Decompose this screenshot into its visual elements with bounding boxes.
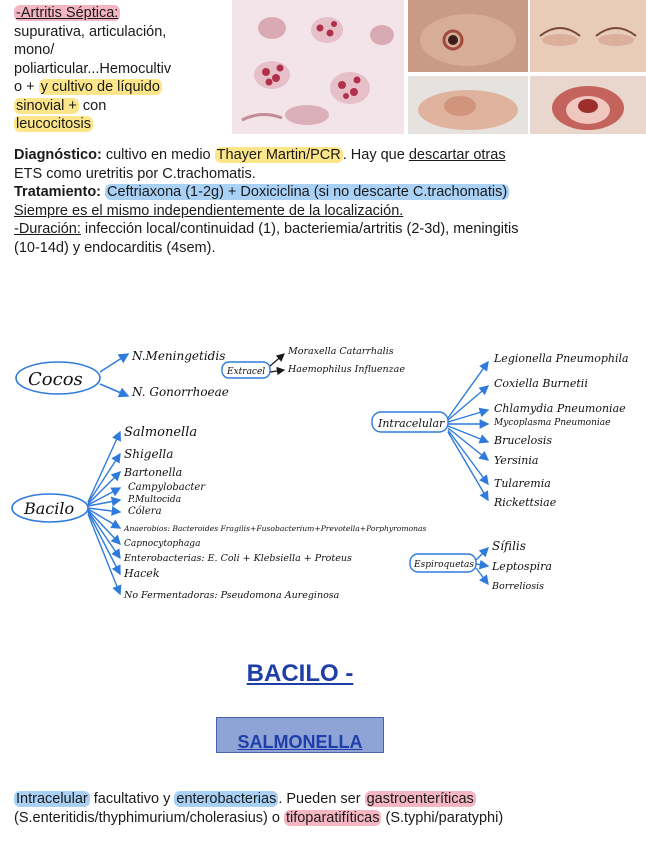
extracel-item: Haemophilus Influenzae: [288, 364, 405, 375]
septic-line: poliarticular...Hemocultiv: [14, 60, 172, 77]
intracel-item: Rickettsiae: [494, 496, 557, 509]
septic-title: -Artritis Séptica:: [16, 5, 119, 21]
salmonella-text: (S.enteritidis/thyphimurium/cholerasius) o: [14, 809, 280, 826]
diagnosis-text: ETS como uretritis por C.trachomatis.: [14, 165, 256, 182]
eye-image: [530, 0, 646, 72]
intracel-item: Legionella Pneumophila: [494, 352, 629, 365]
mouth-photo: [530, 76, 646, 134]
diagnosis-underlined: descartar otras: [408, 147, 506, 163]
septic-highlight: y cultivo de líquido: [40, 79, 160, 95]
septic-line: o +: [14, 79, 35, 95]
mouth-image: [530, 76, 646, 134]
septic-line: con: [82, 97, 107, 114]
intracel-item: Mycoplasma Pneumoniae: [494, 418, 611, 428]
intracel-item: Yersinia: [494, 454, 539, 467]
extracel-label: Extracel: [227, 367, 266, 377]
bacilo-item: Salmonella: [124, 425, 198, 440]
bacilo-item: Anaerobios: Bacteroides Fragilis+Fusobacterium+Prevotella+Porphyromonas: [124, 524, 427, 533]
espiro-item: Borreliosis: [492, 581, 544, 592]
bacteria-concept-map: [0, 332, 646, 612]
duration-label: -Duración:: [14, 221, 81, 237]
intracel-item: Chlamydia Pneumoniae: [494, 402, 626, 415]
treatment-label: Tratamiento:: [14, 184, 102, 200]
salmonella-highlight: gastroenteríticas: [366, 791, 474, 807]
duration-text: infección local/continuidad (1), bacteriemia/artritis (2-3d), meningitis: [84, 221, 519, 237]
bacilo-item: Campylobacter: [128, 482, 206, 493]
diagnosis-paragraph: [14, 146, 639, 257]
treatment-highlight: Ceftriaxona (1-2g) + Doxiciclina (si no descarte C.trachomatis): [107, 184, 508, 200]
salmonella-highlight: tifoparatifíticas: [285, 809, 380, 826]
bacilo-item: Bartonella: [124, 466, 183, 479]
intracel-item: Brucelosis: [494, 434, 553, 447]
section-heading: BACILO -: [246, 660, 354, 687]
skin-lesion-photo: [408, 0, 528, 72]
espiro-item: Leptospira: [492, 560, 552, 573]
cocos-item: N. Gonorrhoeae: [132, 385, 229, 399]
cocos-label: Cocos: [28, 369, 83, 390]
skin-lesion-image: [408, 0, 528, 72]
duration-text: (10-14d) y endocarditis (4sem).: [14, 239, 216, 256]
bacilo-item: Shigella: [124, 447, 174, 461]
salmonella-text: facultativo y: [93, 791, 171, 807]
espiro-item: Sífilis: [492, 539, 526, 553]
intracel-label: Intracelular: [378, 417, 445, 430]
extracel-item: Moraxella Catarrhalis: [288, 346, 394, 357]
bacilo-label: Bacilo: [24, 499, 75, 518]
gram-stain-photo: [232, 0, 404, 134]
septic-line: mono/: [14, 42, 55, 58]
septic-arthritis-block: [14, 4, 229, 134]
salmonella-text: (S.typhi/paratyphi): [385, 809, 504, 826]
salmonella-highlight: enterobacterias: [176, 791, 277, 807]
bacilo-item: Enterobacterias: E. Coli + Klebsiella + Proteus: [124, 553, 352, 564]
subsection-box: [216, 717, 384, 753]
salmonella-paragraph: [14, 790, 642, 827]
eye-photo: [530, 0, 646, 72]
salmonella-text: . Pueden ser: [278, 791, 361, 807]
intracel-item: Tularemia: [494, 477, 551, 490]
bacilo-item: No Fermentadoras: Pseudomona Aureginosa: [124, 590, 340, 601]
bacilo-item: Cólera: [128, 506, 162, 517]
knee-photo: [408, 76, 528, 134]
septic-highlight: sinovial +: [16, 97, 77, 114]
diagnosis-text: . Hay que: [342, 147, 405, 163]
bacilo-item: Capnocytophaga: [124, 539, 201, 549]
diagnosis-text: cultivo en medio: [105, 147, 211, 163]
treatment-note: Siempre es el mismo independientemente de la localización.: [14, 202, 404, 219]
knee-image: [408, 76, 528, 134]
septic-highlight: leucocitosis: [16, 116, 91, 132]
bacilo-item: P.Multocida: [128, 495, 182, 505]
intracel-item: Coxiella Burnetii: [494, 377, 588, 390]
gram-stain-image: [232, 0, 404, 134]
cocos-item: N.Meningetidis: [132, 349, 226, 363]
salmonella-highlight: Intracelular: [16, 791, 88, 807]
diagnosis-label: Diagnóstico:: [14, 147, 102, 163]
septic-line: supurativa, articulación,: [14, 23, 167, 40]
espiro-label: Espiroquetas: [414, 560, 475, 570]
bacilo-item: Hacek: [124, 567, 160, 580]
diagnosis-highlight: Thayer Martin/PCR: [216, 147, 341, 163]
subsection-heading: SALMONELLA: [237, 732, 363, 752]
